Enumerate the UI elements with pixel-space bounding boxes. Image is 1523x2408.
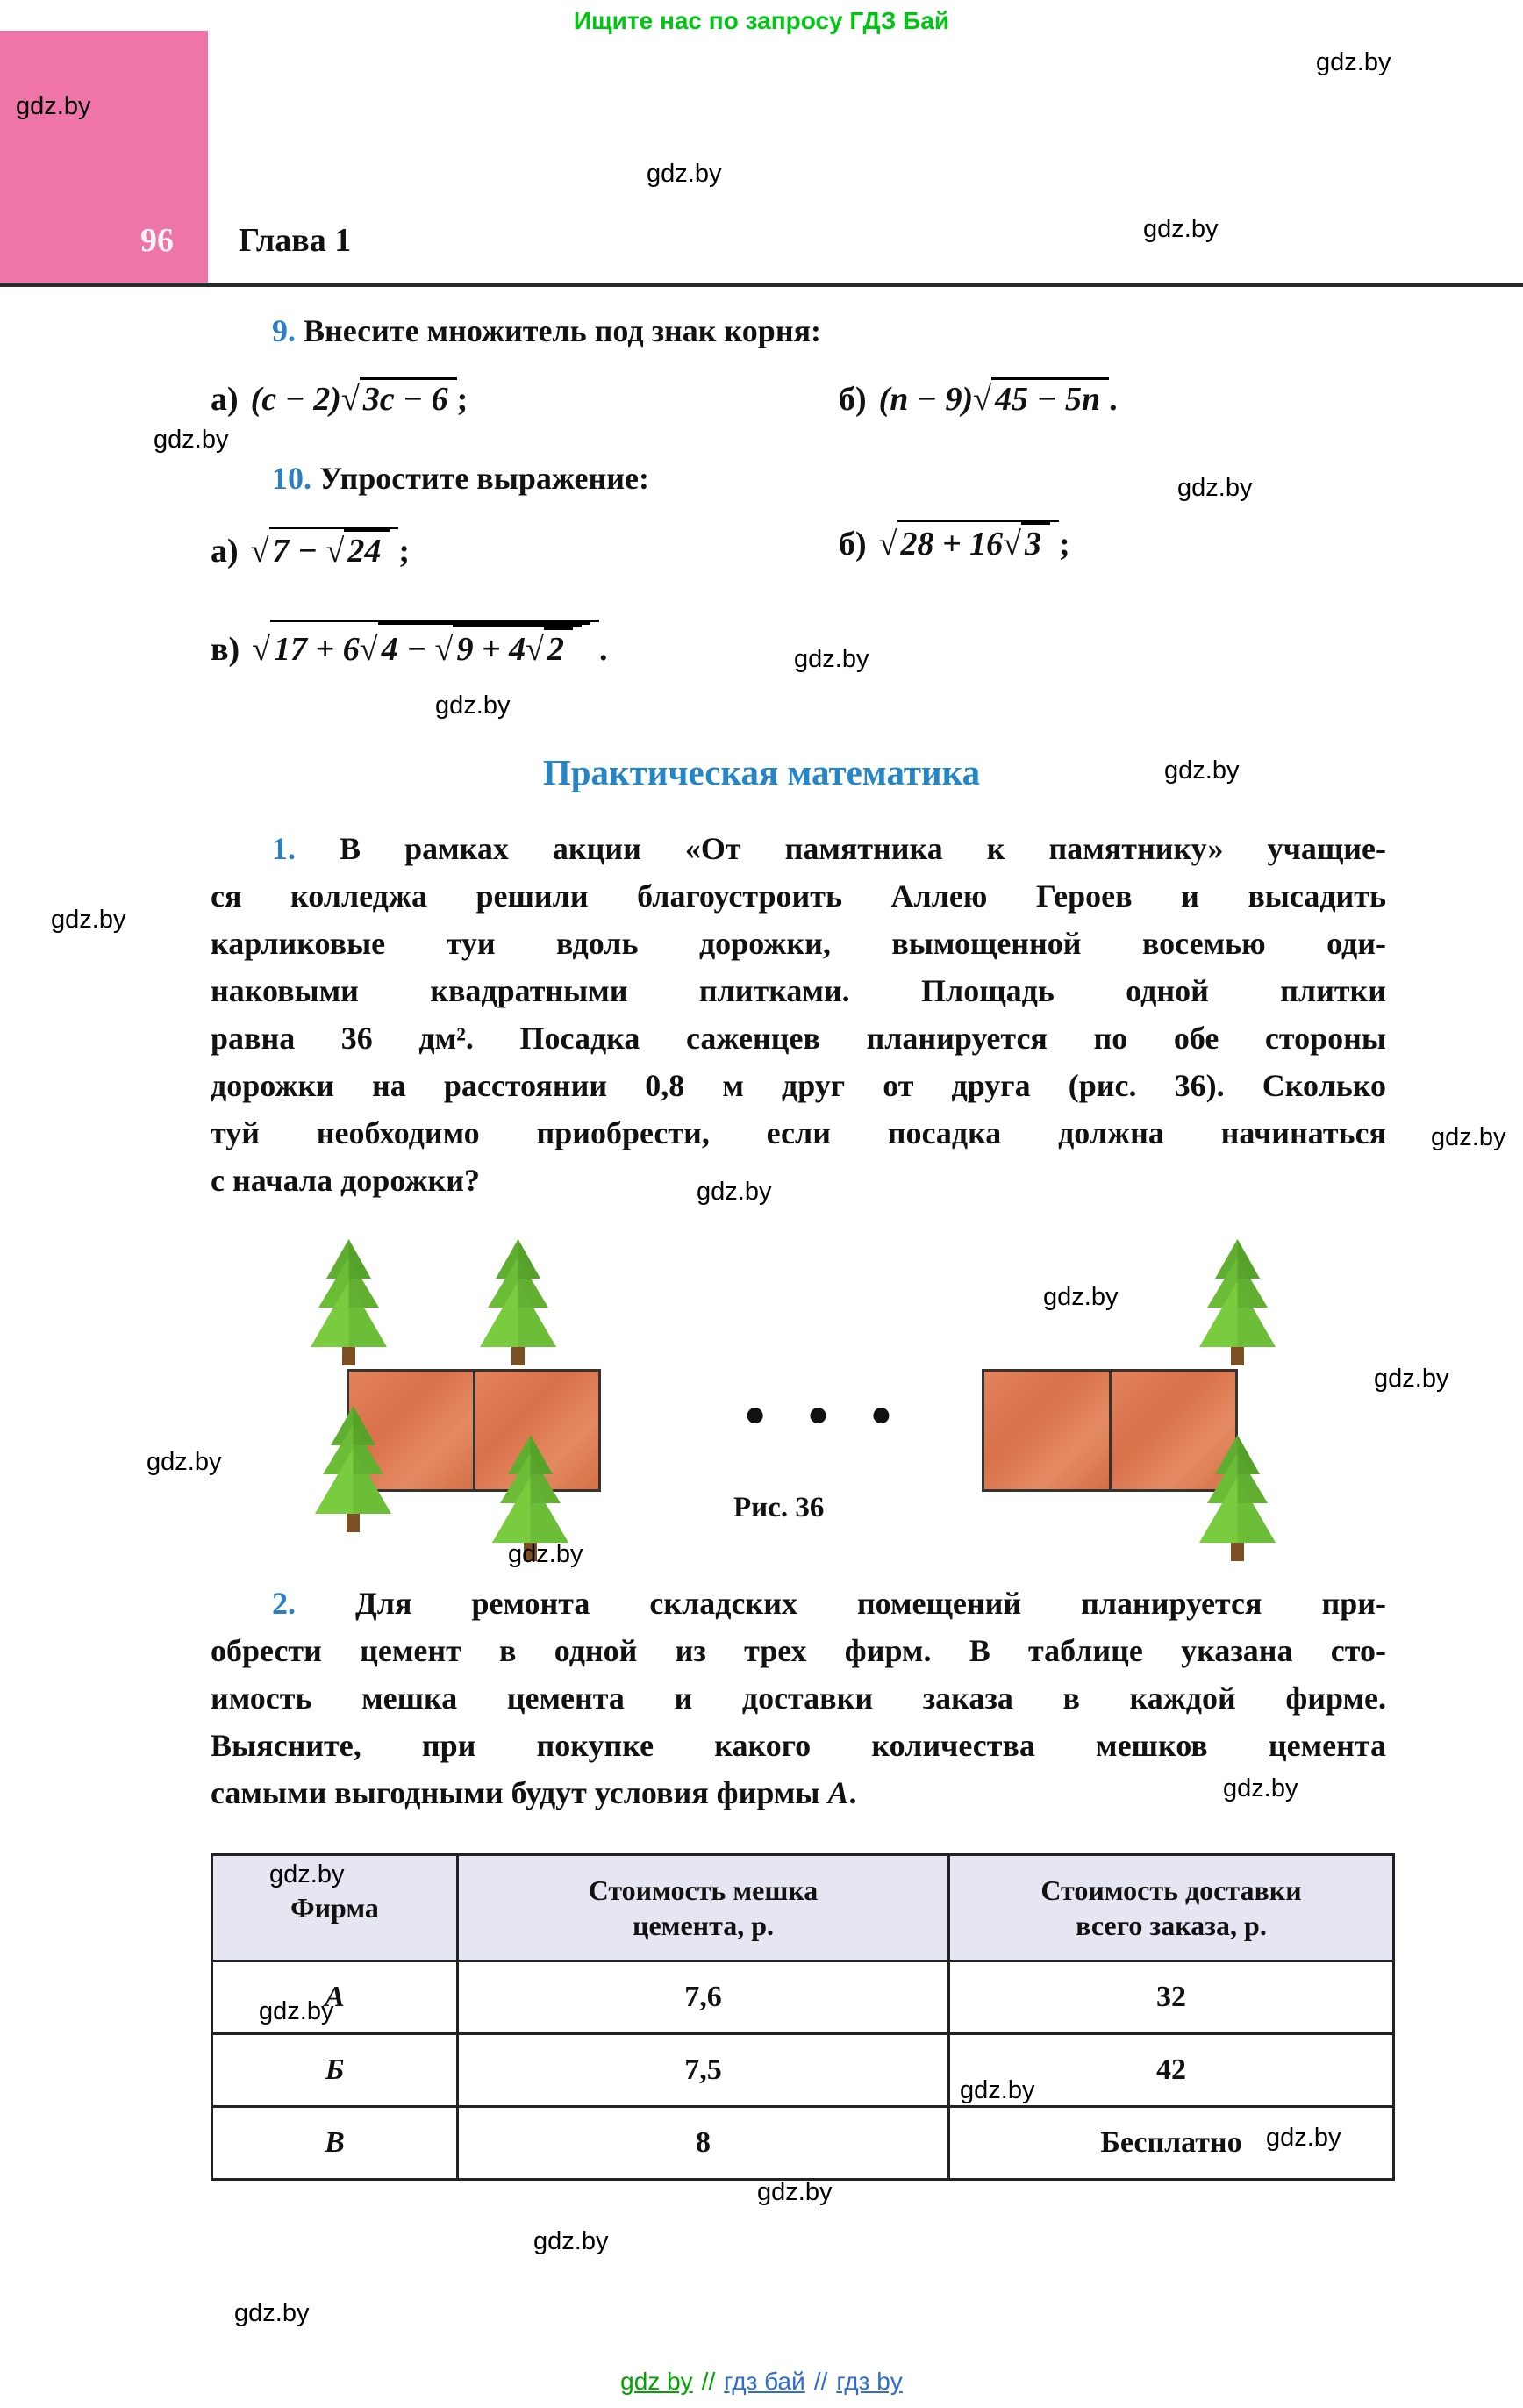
section-title: Практическая математика: [542, 752, 981, 792]
problem-1-text: [211, 825, 1386, 1204]
table-row: [212, 2034, 1394, 2107]
watermark: gdz.by: [16, 92, 91, 120]
radical: [251, 533, 399, 570]
radical-sign: √: [434, 631, 454, 668]
radical-sign: √: [250, 533, 269, 570]
problem-1-number: 1.: [272, 831, 296, 866]
firm-cell: В: [212, 2107, 458, 2180]
watermark: gdz.by: [794, 645, 869, 673]
text-line: обрести цемент в одной из трех фирм. В таблице указана сто-: [211, 1633, 1386, 1668]
radical: [879, 526, 1059, 563]
radicand: 9 + 4: [456, 631, 526, 668]
text: самыми выгодными будут условия фирмы: [211, 1775, 828, 1810]
watermark: gdz.by: [435, 692, 511, 720]
problem-10v-expression: [211, 620, 607, 677]
radical-sign: √: [340, 381, 360, 418]
radicand: 45 − 5n: [994, 381, 1101, 418]
radical-sign: √: [878, 526, 897, 563]
table-row: [212, 2107, 1394, 2180]
delivery-cell: 42: [949, 2034, 1394, 2107]
tile: [984, 1372, 1109, 1489]
punct: ;: [456, 381, 468, 418]
radical-sign: √: [252, 631, 271, 668]
radicand: 28 + 16: [900, 526, 1004, 563]
punct: .: [848, 1775, 857, 1810]
text-line: карликовые туи вдоль дорожки, вымощенной восемью оди-: [211, 926, 1386, 961]
problem-10a-expression: [211, 527, 410, 576]
firm-cell: Б: [212, 2034, 458, 2107]
item-label: б): [839, 381, 867, 418]
problem-9-heading: [211, 312, 1386, 349]
figure-caption: Рис. 36: [733, 1492, 825, 1523]
text-line: дорожки на расстоянии 0,8 м друг от друга (рис. 36). Сколько: [211, 1068, 1386, 1103]
item-label: а): [211, 381, 239, 418]
radical: [341, 381, 457, 418]
radical: [973, 381, 1109, 418]
text-line: Выясните, при покупке какого количества мешков цемента: [211, 1728, 1386, 1763]
radical: [360, 631, 590, 668]
tree-icon: [1191, 1239, 1283, 1371]
text-line: туй необходимо приобрести, если посадка должна начинаться: [211, 1115, 1386, 1150]
header-rule: [0, 283, 1523, 287]
firm-cell: А: [212, 1961, 458, 2034]
problem-2-text: [211, 1580, 1386, 1817]
punct: .: [1109, 381, 1118, 418]
ellipsis-dots: ● ● ●: [744, 1394, 909, 1435]
price-cell: 8: [458, 2107, 949, 2180]
watermark: gdz.by: [1374, 1365, 1449, 1393]
text-line: имость мешка цемента и доставки заказа в каждой фирме.: [211, 1681, 1386, 1716]
text-line: равна 36 дм². Посадка саженцев планируется по обе стороны: [211, 1021, 1386, 1056]
footer-link-gdz-by[interactable]: gdz by: [620, 2368, 693, 2395]
watermark: gdz.by: [259, 1997, 334, 2025]
radicand: 3c − 6: [362, 381, 448, 418]
watermark: gdz.by: [147, 1448, 222, 1476]
footer-links: [0, 2368, 1523, 2396]
text-line: наковыми квадратными плитками. Площадь одной плитки: [211, 973, 1386, 1008]
table-header-row: [212, 1855, 1394, 1961]
punct: ;: [1059, 526, 1070, 563]
problem-10-title: Упростите выражение:: [319, 461, 649, 496]
col-header-delivery: Стоимость доставки всего заказа, р.: [949, 1855, 1394, 1961]
item-label: а): [211, 533, 239, 570]
tree-icon: [472, 1239, 564, 1371]
tree-icon: [307, 1406, 399, 1537]
page-number: 96: [140, 222, 174, 259]
problem-10b-expression: [839, 520, 1070, 569]
text-line: [211, 1769, 1386, 1817]
math-prefix: (c − 2): [250, 381, 341, 418]
watermark: gdz.by: [1143, 215, 1219, 243]
price-cell: 7,6: [458, 1961, 949, 2034]
watermark: gdz.by: [960, 2076, 1035, 2104]
watermark: gdz.by: [697, 1178, 772, 1206]
col-header-firm: Фирма: [212, 1855, 458, 1961]
watermark: gdz.by: [533, 2227, 609, 2255]
radical: [252, 631, 599, 668]
radicand: 4 −: [381, 631, 435, 668]
watermark: gdz.by: [1223, 1774, 1298, 1802]
radicand: 3: [1025, 526, 1042, 563]
text: Для ремонта складских помещений планируется при-: [355, 1586, 1386, 1621]
problem-9a-expression: [211, 377, 468, 422]
punct: ;: [398, 533, 411, 570]
radical-sign: √: [973, 381, 991, 418]
footer-link-gdz-by-2[interactable]: гдз by: [836, 2368, 903, 2395]
text-line: с начала дорожки?: [211, 1163, 481, 1198]
radicand: 2: [547, 631, 564, 668]
watermark: gdz.by: [1316, 48, 1391, 76]
problem-9-number: 9.: [272, 313, 296, 348]
text: В рамках акции «От памятника к памятнику» учащие-: [340, 831, 1386, 866]
problem-9b-expression: [839, 377, 1118, 422]
watermark: gdz.by: [508, 1540, 583, 1568]
punct: .: [598, 631, 608, 668]
problem-10-number: 10.: [272, 461, 311, 496]
watermark: gdz.by: [757, 2178, 833, 2206]
watermark: gdz.by: [154, 426, 229, 454]
text-line: [211, 825, 1386, 872]
text-line: [211, 1580, 1386, 1627]
top-banner: Ищите нас по запросу ГДЗ Бай: [573, 7, 950, 34]
watermark: gdz.by: [647, 160, 722, 188]
firm-variable: А: [827, 1775, 849, 1810]
radical-sign: √: [526, 631, 544, 668]
radical-sign: √: [359, 631, 378, 668]
footer-separator: //: [701, 2368, 716, 2395]
watermark: gdz.by: [1431, 1123, 1506, 1151]
watermark: gdz.by: [1164, 756, 1240, 785]
watermark: gdz.by: [1043, 1283, 1119, 1311]
radicand: 24: [347, 533, 382, 570]
table-row: [212, 1961, 1394, 2034]
text-line: ся колледжа решили благоустроить Аллею Героев и высадить: [211, 878, 1386, 914]
radicand: 7 −: [272, 533, 326, 570]
math-prefix: (n − 9): [878, 381, 974, 418]
radicand: 17 + 6: [274, 631, 360, 668]
problem-2-number: 2.: [272, 1586, 296, 1621]
radical: [526, 631, 573, 668]
radical: [1003, 526, 1050, 563]
watermark: gdz.by: [1177, 474, 1253, 502]
delivery-cell: Бесплатно: [949, 2107, 1394, 2180]
watermark: gdz.by: [51, 906, 126, 934]
radical-sign: √: [325, 533, 345, 570]
pink-corner-block: [0, 31, 208, 283]
watermark: gdz.by: [269, 1860, 345, 1888]
item-label: в): [211, 631, 240, 668]
radical: [435, 631, 582, 668]
radical-sign: √: [1003, 526, 1022, 563]
price-cell: 7,5: [458, 2034, 949, 2107]
col-header-bag-price: Стоимость мешка цемента, р.: [458, 1855, 949, 1961]
item-label: б): [839, 526, 867, 563]
radical: [326, 533, 390, 570]
tree-icon: [303, 1239, 395, 1371]
chapter-title: Глава 1: [239, 222, 352, 259]
delivery-cell: 32: [949, 1961, 1394, 2034]
tree-icon: [1191, 1435, 1283, 1566]
firms-table: [211, 1853, 1395, 2181]
footer-link-gdz-bai[interactable]: гдз бай: [724, 2368, 805, 2395]
problem-9-title: Внесите множитель под знак корня:: [304, 313, 822, 348]
watermark: gdz.by: [234, 2299, 310, 2327]
footer-separator: //: [813, 2368, 828, 2395]
watermark: gdz.by: [1266, 2124, 1341, 2152]
